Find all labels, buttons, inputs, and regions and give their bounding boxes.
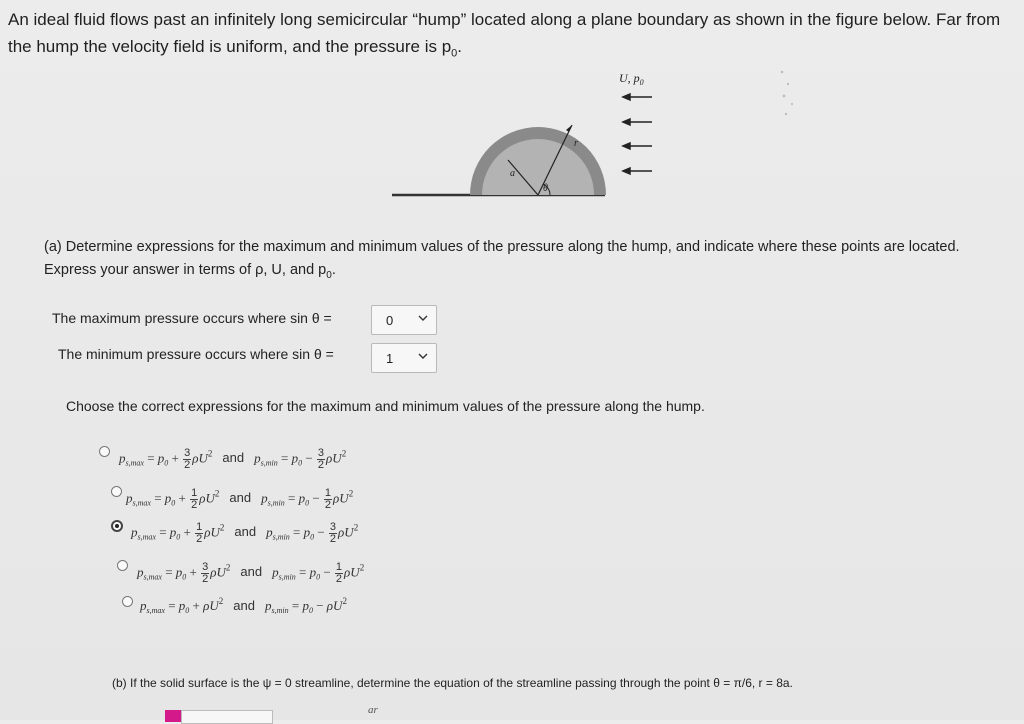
fraction-den: 2 — [184, 459, 191, 471]
squared: 2 — [348, 488, 354, 499]
radius-r-arrowhead — [566, 125, 572, 132]
squared: 2 — [353, 522, 359, 533]
p0-subscript: 0 — [298, 458, 303, 468]
fraction-num: 1 — [324, 487, 332, 499]
p0-symbol: p — [291, 450, 299, 466]
pink-marker — [165, 710, 181, 722]
fraction-num: 3 — [202, 561, 209, 573]
p0-subscript: 0 — [308, 606, 313, 615]
fraction-den: 2 — [335, 573, 343, 585]
p0-subscript: 0 — [185, 606, 190, 615]
and-word: and — [233, 598, 255, 613]
equals-sign: = — [159, 524, 167, 540]
p0-symbol: p — [298, 490, 306, 506]
p0-subscript: 0 — [171, 498, 176, 508]
max-sin-dropdown[interactable] — [371, 305, 437, 335]
squared: 2 — [341, 448, 347, 459]
question-max — [52, 310, 332, 326]
part-b-prompt: (b) If the solid surface is the ψ = 0 streamline, determine the equation of the streamline passing through the point θ = π/6, r = 8a. — [112, 676, 793, 690]
fraction-num: 3 — [317, 447, 325, 459]
fraction — [329, 522, 337, 545]
question-min-label: The minimum pressure occurs where sin θ = — [58, 346, 334, 362]
rho-u: ρU — [199, 490, 215, 506]
p-symbol: p — [119, 450, 126, 466]
p-symbol: p — [126, 490, 133, 506]
p0-symbol: p — [157, 450, 165, 466]
sign: − — [316, 598, 324, 613]
rho-u: ρU — [326, 598, 343, 613]
problem-intro — [8, 6, 1022, 67]
subscript-smin: s,min — [267, 498, 285, 508]
sign: + — [192, 598, 200, 613]
fraction-den: 2 — [202, 573, 209, 585]
subscript-smin: s,min — [272, 532, 290, 542]
equals-sign: = — [154, 490, 162, 506]
intro-line-1: An ideal fluid flows past an infinitely long semicircular “hump” located along a plane boundary as shown in the figure below. Far from — [8, 10, 1001, 29]
label-theta: θ — [543, 183, 548, 194]
fraction-num: 1 — [335, 561, 343, 573]
fraction-den: 2 — [196, 533, 203, 545]
p0-symbol: p — [309, 564, 317, 580]
equals-sign: = — [292, 524, 301, 540]
fraction-num: 3 — [184, 447, 191, 459]
fraction-num: 3 — [329, 521, 337, 533]
p0-subscript: 0 — [310, 532, 315, 542]
answer-input[interactable] — [181, 710, 273, 724]
p0-symbol: p — [169, 524, 177, 540]
p0-subscript: 0 — [182, 572, 187, 582]
rho-u: ρU — [203, 598, 219, 613]
sign: + — [189, 564, 197, 580]
squared: 2 — [359, 562, 365, 573]
squared: 2 — [219, 522, 225, 533]
option-expression-5 — [140, 596, 347, 615]
subscript-smax: s,max — [137, 532, 156, 542]
fraction — [201, 562, 209, 585]
rho-u: ρU — [333, 490, 349, 506]
fraction — [324, 488, 332, 511]
equals-sign: = — [287, 490, 296, 506]
subscript-smin: s,min — [260, 458, 278, 468]
fraction-den: 2 — [324, 499, 332, 511]
option-expression-1 — [119, 448, 346, 471]
equals-sign: = — [165, 564, 173, 580]
sign: − — [305, 450, 313, 466]
rho-u: ρU — [192, 450, 208, 466]
part-a-prompt: (a) Determine expressions for the maximum and minimum values of the pressure along the hump, and indicate where these points are located. Express your answer in terms of ρ, U, and $p_0$. — [44, 239, 960, 281]
option-expression-4 — [137, 562, 364, 585]
fraction — [335, 562, 343, 585]
and-word: and — [229, 490, 252, 506]
squared: 2 — [342, 596, 347, 606]
equals-sign: = — [147, 450, 155, 466]
sign: − — [312, 490, 320, 506]
p0-symbol: p — [178, 598, 186, 613]
fraction-num: 1 — [196, 521, 203, 533]
fraction — [195, 522, 203, 545]
fraction-den: 2 — [191, 499, 198, 511]
and-word: and — [222, 450, 245, 466]
p-symbol: p — [266, 524, 273, 540]
sign: + — [171, 450, 179, 466]
label-flow: U, $p_0$ — [619, 71, 644, 87]
subscript-smin: s,min — [278, 572, 296, 582]
p-symbol: p — [137, 564, 144, 580]
option-radio-3[interactable] — [111, 520, 123, 532]
intro-line-2: the hump the velocity field is uniform, and the pressure is $p_0$. — [8, 37, 463, 60]
equals-sign: = — [298, 564, 307, 580]
min-sin-value: 1 — [386, 350, 394, 366]
p0-symbol: p — [303, 524, 311, 540]
subscript-smin: s,min — [271, 606, 289, 615]
sign: + — [178, 490, 186, 506]
rho-u: ρU — [204, 524, 220, 540]
and-word: and — [240, 564, 263, 580]
question-max-label: The maximum pressure occurs where sin θ = — [52, 310, 332, 326]
label-r: r — [574, 138, 578, 149]
p0-subscript: 0 — [305, 498, 310, 508]
equals-sign: = — [168, 598, 176, 613]
fraction — [317, 448, 325, 471]
rho-u: ρU — [338, 524, 354, 540]
p0-subscript: 0 — [316, 572, 321, 582]
choose-label: Choose the correct expressions for the maximum and minimum values of the pressure along the hump. — [66, 398, 705, 414]
p-symbol: p — [261, 490, 268, 506]
rho-u: ρU — [210, 564, 226, 580]
rho-u: ρU — [326, 450, 342, 466]
subscript-smax: s,max — [125, 458, 144, 468]
option-expression-2 — [126, 488, 353, 511]
sign: − — [317, 524, 325, 540]
fraction-den: 2 — [317, 459, 325, 471]
subscript-smax: s,max — [143, 572, 162, 582]
squared: 2 — [218, 596, 224, 606]
p-symbol: p — [131, 524, 138, 540]
label-a: a — [510, 168, 515, 179]
p-symbol: p — [140, 598, 147, 613]
option-radio-5[interactable] — [122, 596, 133, 607]
subscript-smax: s,max — [146, 606, 165, 615]
p0-symbol: p — [164, 490, 172, 506]
max-sin-value: 0 — [386, 312, 394, 328]
sign: − — [323, 564, 331, 580]
fraction-num: 1 — [191, 487, 198, 499]
subscript-smax: s,max — [132, 498, 151, 508]
flow-arrows — [623, 94, 652, 174]
p-symbol: p — [254, 450, 261, 466]
fraction — [190, 488, 198, 511]
chevron-down-icon — [418, 351, 428, 361]
smudge-mark — [774, 64, 800, 124]
equals-sign: = — [280, 450, 289, 466]
fraction-den: 2 — [329, 533, 337, 545]
sign: + — [183, 524, 191, 540]
and-word: and — [234, 524, 257, 540]
hump-figure — [390, 60, 710, 210]
chevron-down-icon — [418, 313, 428, 323]
option-expression-3 — [131, 522, 358, 545]
p0-symbol: p — [175, 564, 183, 580]
question-min — [58, 346, 334, 362]
squared: 2 — [207, 448, 213, 459]
fraction — [183, 448, 191, 471]
rho-u: ρU — [344, 564, 360, 580]
equals-sign: = — [291, 598, 300, 613]
p0-subscript: 0 — [164, 458, 169, 468]
p-symbol: p — [264, 598, 272, 613]
option-radio-2[interactable] — [111, 486, 122, 497]
squared: 2 — [225, 562, 231, 573]
p0-subscript: 0 — [176, 532, 181, 542]
option-radio-1[interactable] — [99, 446, 110, 457]
p0-symbol: p — [302, 598, 309, 613]
tail-ar: ar — [368, 704, 378, 716]
squared: 2 — [214, 488, 220, 499]
p-symbol: p — [272, 564, 279, 580]
answer-input-row — [115, 708, 275, 720]
min-sin-dropdown[interactable] — [371, 343, 437, 373]
option-radio-4[interactable] — [117, 560, 128, 571]
